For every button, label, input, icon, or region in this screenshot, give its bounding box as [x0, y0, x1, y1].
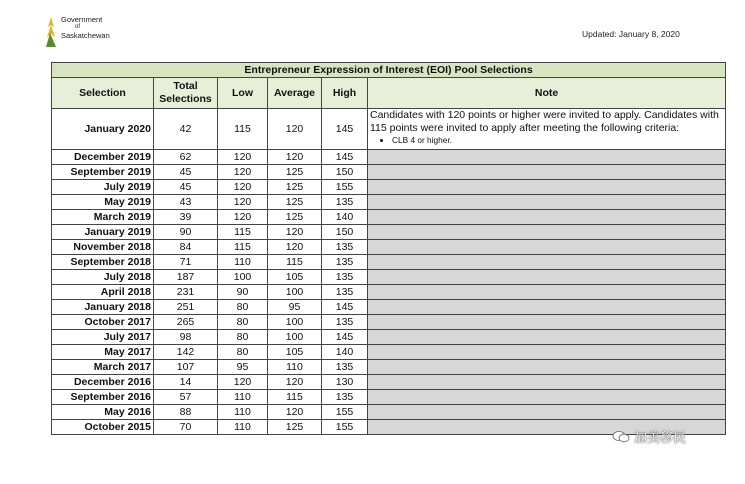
average-score-cell: 125	[268, 210, 322, 225]
total-selections-cell: 88	[154, 405, 218, 420]
table-body	[52, 109, 726, 435]
table-row	[52, 285, 726, 300]
column-header-average: Average	[268, 78, 322, 109]
high-score-cell: 135	[322, 255, 368, 270]
low-score-cell: 120	[218, 150, 268, 165]
logo-line-2: of	[75, 24, 81, 30]
selection-cell: October 2017	[52, 315, 154, 330]
high-score-cell: 155	[322, 180, 368, 195]
average-score-cell: 120	[268, 240, 322, 255]
low-score-cell: 110	[218, 390, 268, 405]
wheat-sheaf-icon	[44, 15, 58, 49]
table-row	[52, 240, 726, 255]
selection-cell: May 2016	[52, 405, 154, 420]
table-row	[52, 330, 726, 345]
selection-cell: July 2019	[52, 180, 154, 195]
note-cell-empty	[368, 300, 726, 315]
note-cell-empty	[368, 225, 726, 240]
selection-cell: January 2019	[52, 225, 154, 240]
low-score-cell: 80	[218, 330, 268, 345]
total-selections-cell: 265	[154, 315, 218, 330]
selection-cell: July 2018	[52, 270, 154, 285]
high-score-cell: 140	[322, 210, 368, 225]
average-score-cell: 125	[268, 165, 322, 180]
high-score-cell: 145	[322, 109, 368, 150]
high-score-cell: 145	[322, 330, 368, 345]
average-score-cell: 120	[268, 225, 322, 240]
high-score-cell: 135	[322, 315, 368, 330]
high-score-cell: 135	[322, 390, 368, 405]
note-cell-empty	[368, 360, 726, 375]
total-selections-cell: 42	[154, 109, 218, 150]
total-selections-cell: 45	[154, 180, 218, 195]
low-score-cell: 80	[218, 300, 268, 315]
total-selections-cell: 45	[154, 165, 218, 180]
selection-cell: October 2015	[52, 420, 154, 435]
low-score-cell: 110	[218, 405, 268, 420]
note-cell	[368, 109, 726, 150]
table-row	[52, 210, 726, 225]
total-selections-cell: 107	[154, 360, 218, 375]
average-score-cell: 125	[268, 195, 322, 210]
table-row	[52, 360, 726, 375]
low-score-cell: 110	[218, 255, 268, 270]
low-score-cell: 120	[218, 375, 268, 390]
low-score-cell: 110	[218, 420, 268, 435]
selection-cell: May 2017	[52, 345, 154, 360]
total-selections-cell: 187	[154, 270, 218, 285]
average-score-cell: 100	[268, 315, 322, 330]
high-score-cell: 150	[322, 165, 368, 180]
note-cell-empty	[368, 180, 726, 195]
note-cell-empty	[368, 285, 726, 300]
table-row	[52, 270, 726, 285]
high-score-cell: 135	[322, 285, 368, 300]
low-score-cell: 80	[218, 345, 268, 360]
low-score-cell: 100	[218, 270, 268, 285]
note-cell-empty	[368, 345, 726, 360]
average-score-cell: 95	[268, 300, 322, 315]
high-score-cell: 130	[322, 375, 368, 390]
high-score-cell: 135	[322, 195, 368, 210]
note-cell-empty	[368, 315, 726, 330]
logo-text	[61, 15, 110, 40]
selection-cell: January 2018	[52, 300, 154, 315]
selection-cell: September 2016	[52, 390, 154, 405]
average-score-cell: 110	[268, 360, 322, 375]
average-score-cell: 105	[268, 270, 322, 285]
watermark-text: 加美移民	[634, 430, 687, 445]
high-score-cell: 145	[322, 150, 368, 165]
average-score-cell: 120	[268, 109, 322, 150]
selection-cell: September 2019	[52, 165, 154, 180]
high-score-cell: 150	[322, 225, 368, 240]
selection-cell: April 2018	[52, 285, 154, 300]
total-selections-cell: 84	[154, 240, 218, 255]
total-selections-cell: 62	[154, 150, 218, 165]
note-criteria-item: • CLB 4 or higher.	[392, 135, 723, 146]
total-selections-cell: 98	[154, 330, 218, 345]
total-selections-cell: 231	[154, 285, 218, 300]
table-row	[52, 315, 726, 330]
table-header-row	[52, 78, 726, 109]
low-score-cell: 120	[218, 210, 268, 225]
average-score-cell: 120	[268, 405, 322, 420]
updated-date: Updated: January 8, 2020	[582, 29, 680, 39]
note-cell-empty	[368, 255, 726, 270]
note-text: Candidates with 120 points or higher were invited to apply. Candidates with 115 points were invited to apply after meeting the following criteria:	[370, 109, 719, 134]
low-score-cell: 90	[218, 285, 268, 300]
column-header-total-selections: Total Selections	[154, 78, 218, 109]
table-row	[52, 195, 726, 210]
column-header-high: High	[322, 78, 368, 109]
average-score-cell: 105	[268, 345, 322, 360]
total-selections-cell: 43	[154, 195, 218, 210]
total-selections-cell: 142	[154, 345, 218, 360]
logo-line-1: Government	[61, 15, 103, 24]
note-cell-empty	[368, 330, 726, 345]
total-selections-cell: 251	[154, 300, 218, 315]
column-header-low: Low	[218, 78, 268, 109]
table-row	[52, 165, 726, 180]
column-header-selection: Selection	[52, 78, 154, 109]
high-score-cell: 145	[322, 300, 368, 315]
low-score-cell: 115	[218, 240, 268, 255]
note-cell-empty	[368, 405, 726, 420]
table-row	[52, 345, 726, 360]
average-score-cell: 115	[268, 255, 322, 270]
table-title: Entrepreneur Expression of Interest (EOI) Pool Selections	[52, 63, 726, 78]
average-score-cell: 120	[268, 150, 322, 165]
selection-cell: May 2019	[52, 195, 154, 210]
table-row	[52, 225, 726, 240]
note-cell-empty	[368, 195, 726, 210]
note-cell-empty	[368, 375, 726, 390]
logo-line-3: Saskatchewan	[61, 31, 110, 40]
average-score-cell: 125	[268, 420, 322, 435]
table-row	[52, 405, 726, 420]
total-selections-cell: 71	[154, 255, 218, 270]
note-cell-empty	[368, 150, 726, 165]
selection-cell: July 2017	[52, 330, 154, 345]
chat-bubbles-icon	[612, 430, 630, 443]
table-row	[52, 109, 726, 150]
note-cell-empty	[368, 390, 726, 405]
table-row	[52, 390, 726, 405]
low-score-cell: 115	[218, 109, 268, 150]
total-selections-cell: 14	[154, 375, 218, 390]
government-logo	[44, 13, 144, 53]
eoi-selections-table	[51, 62, 726, 435]
total-selections-cell: 90	[154, 225, 218, 240]
table-row	[52, 150, 726, 165]
note-cell-empty	[368, 210, 726, 225]
selection-cell: March 2019	[52, 210, 154, 225]
selection-cell: December 2019	[52, 150, 154, 165]
selection-cell: September 2018	[52, 255, 154, 270]
high-score-cell: 155	[322, 420, 368, 435]
low-score-cell: 120	[218, 180, 268, 195]
average-score-cell: 115	[268, 390, 322, 405]
average-score-cell: 100	[268, 330, 322, 345]
watermark	[612, 427, 686, 446]
total-selections-cell: 39	[154, 210, 218, 225]
total-selections-cell: 70	[154, 420, 218, 435]
selection-cell: November 2018	[52, 240, 154, 255]
total-selections-cell: 57	[154, 390, 218, 405]
table-row	[52, 255, 726, 270]
high-score-cell: 135	[322, 270, 368, 285]
table-row	[52, 180, 726, 195]
selection-cell: December 2016	[52, 375, 154, 390]
table-row	[52, 375, 726, 390]
low-score-cell: 120	[218, 195, 268, 210]
low-score-cell: 80	[218, 315, 268, 330]
column-header-note: Note	[368, 78, 726, 109]
selection-cell: March 2017	[52, 360, 154, 375]
high-score-cell: 135	[322, 360, 368, 375]
average-score-cell: 125	[268, 180, 322, 195]
note-cell-empty	[368, 270, 726, 285]
note-criteria-list	[370, 135, 723, 146]
low-score-cell: 120	[218, 165, 268, 180]
note-cell-empty	[368, 240, 726, 255]
average-score-cell: 100	[268, 285, 322, 300]
high-score-cell: 155	[322, 405, 368, 420]
low-score-cell: 95	[218, 360, 268, 375]
selection-cell: January 2020	[52, 109, 154, 150]
low-score-cell: 115	[218, 225, 268, 240]
high-score-cell: 135	[322, 240, 368, 255]
note-cell-empty	[368, 165, 726, 180]
average-score-cell: 120	[268, 375, 322, 390]
high-score-cell: 140	[322, 345, 368, 360]
table-row	[52, 300, 726, 315]
